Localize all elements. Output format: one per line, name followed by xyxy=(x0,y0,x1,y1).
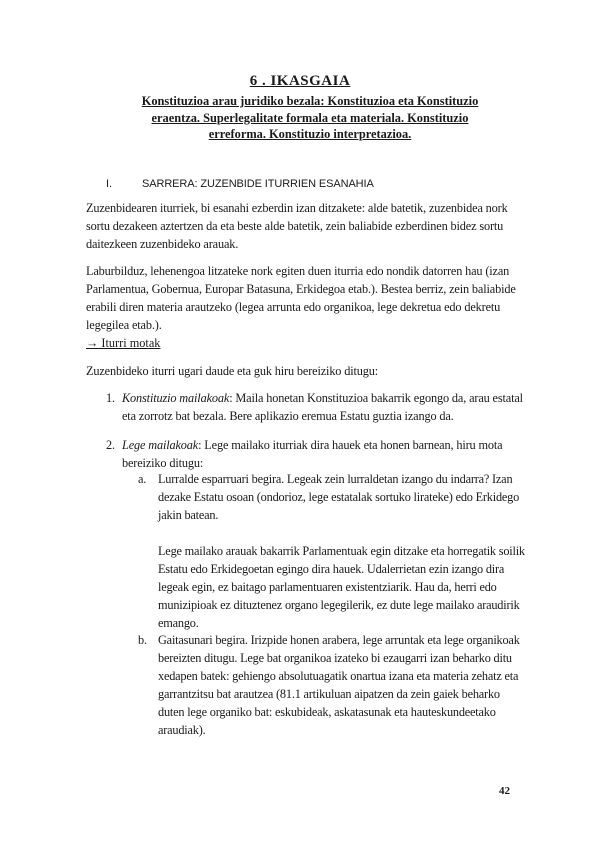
sublist-paragraph: Gaitasunari begira. Irizpide honen arabera, lege arruntak eta lege organikoak bereizten ditugu. Lege bat organikoa izateko bi ezaugarri izan beharko ditu xedapen batek: gehiengo absolutuagatik onartua izana eta materia zehatz eta garrantzitsu bat arautzea (81.1 artikuluan aipatzen da zein gaiek beharko duten lege organiko bat: eskubideak, askatasunak eta hauteskundeetako araudiak). xyxy=(158,633,520,737)
section-heading xyxy=(106,178,374,190)
list-item-text: : Maila honetan Konstituzioa bakarrik egongo da, arau estatal eta zorrotz bat bezala. Bere aplikazio eremua Estatu guztia izango da. xyxy=(122,391,523,423)
section-heading-text: SARRERA: ZUZENBIDE ITURRIEN ESANAHIA xyxy=(142,178,374,190)
sublist-paragraph: Lurralde esparruari begira. Legeak zein lurraldetan izango du indarra? Izan dezake Estatu osoan (ondorioz, lege estatalak sortuko lirateke) edo Erkidego jakin batean. xyxy=(158,472,520,522)
sublist-item-marker: a. xyxy=(138,472,147,486)
list-item-text: : Lege mailako iturriak dira hauek eta honen barnean, hiru mota bereiziko ditugu: xyxy=(122,438,503,470)
lesson-subtitle: Konstituzioa arau juridiko bezala: Konstituzioa eta Konstituzio eraentza. Superlegalitate formala eta materiala. Konstituzio erreforma. Konstituzio interpretazioa. xyxy=(141,94,479,141)
lesson-title: 6 . IKASGAIA xyxy=(249,73,351,89)
list-item-label: Lege mailakoak xyxy=(122,438,199,452)
list-item-label: Konstituzio mailakoak xyxy=(122,391,230,405)
sublist-item xyxy=(138,631,528,739)
list-item xyxy=(106,436,526,472)
source-types-subheading: → Iturri motak xyxy=(86,336,161,350)
intro-paragraph: Zuzenbidearen iturriek, bi esanahi ezberdin izan ditzakete: alde batetik, zuzenbidea nork sortu dezakeen aztertzen da eta beste alde batetik, zein baliabide ezberdinen bidez sortu daitezkeen zuzenbideko arauak. xyxy=(86,201,508,251)
list-item xyxy=(106,389,526,425)
sublist-item-marker: b. xyxy=(138,633,147,647)
list-item-marker: 2. xyxy=(106,438,115,452)
sublist-paragraph: Lege mailako arauak bakarrik Parlamentuak egin ditzake eta horregatik soilik Estatu edo Erkidegoetan egingo dira hauek. Udalerrietan ezin izango dira legeak egin, ez baitago parlamentuaren existentziarik. Hau da, herri edo munizipioak ez dituztenez organo legegilerik, ez dute lege mailako araudirik emango. xyxy=(158,544,525,630)
section-number: I. xyxy=(106,178,112,190)
sublist-item xyxy=(138,470,528,632)
page-number: 42 xyxy=(499,785,510,797)
list-item-marker: 1. xyxy=(106,391,115,405)
summary-paragraph: Laburbilduz, lehenengoa litzateke nork egiten duen iturria edo nondik datorren hau (izan Parlamentua, Gobernua, Europar Batasuna, Erkidegoa etab.). Bestea berriz, zein baliabide erabili diren materia arautzeko (legea arrunta edo organikoa, lege dekretua edo dekretu legegilea etab.). xyxy=(86,264,516,332)
list-intro-paragraph: Zuzenbideko iturri ugari daude eta guk hiru bereiziko ditugu: xyxy=(86,364,379,378)
